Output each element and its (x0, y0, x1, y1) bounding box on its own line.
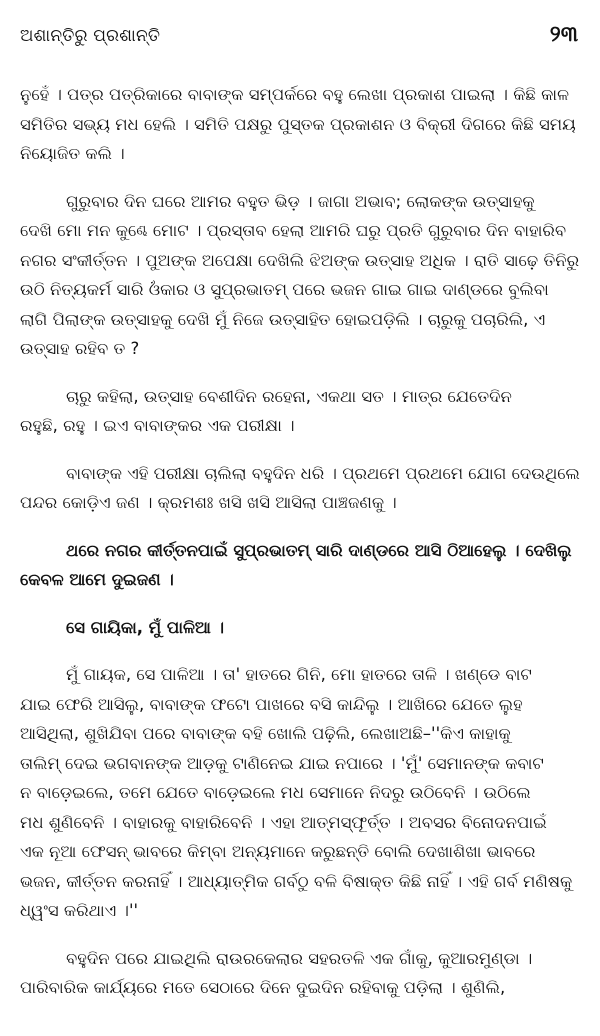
running-title: ଅଶାନ୍ତିରୁ ପ୍ରଶାନ୍ତି (20, 26, 161, 46)
text-line: ମୁଁ ଗାୟକ, ସେ ପାଳିଆ । ତା' ହାତରେ ଗିନି, ମୋ ହାତରେ ତାଳି । ଖଣ୍ଡେ ବାଟ (66, 665, 532, 684)
paragraph (20, 944, 580, 1003)
page-number: ୨୩ (549, 22, 578, 47)
text-line: ତାଲିମ୍ ଦେଇ ଭଗବାନଙ୍କ ଆଡ଼କୁ ଟାଣିନେଇ ଯାଇ ନପାରେ । 'ମୁଁ' ସେମାନଙ୍କ କବାଟ (20, 753, 544, 773)
text-line: ଉଠି ନିତ୍ୟକର୍ମ ସାରି ଓଁକାର ଓ ସୁପ୍ରଭାତମ୍ ପରେ ଭଜନ ଗାଇ ଗାଇ ଦାଣ୍ଡରେ ବୁଲିବା (20, 280, 549, 299)
paragraph (20, 660, 580, 926)
text-line: ଆସିଥିଲା, ଶୁଖିଯିବା ପରେ ବାବାଙ୍କ ବହି ଖୋଲି ପଢ଼ିଲି, ଲେଖାଅଛି–''କିଏ କାହାକୁ (20, 724, 511, 743)
text-line: ଥରେ ନଗର କୀର୍ତ୍ତନପାଇଁ ସୁପ୍ରଭାତମ୍ ସାରି ଦାଣ୍ଡରେ ଆସି ଠିଆହେଲୁ । ଦେଖିଲୁ (66, 540, 572, 560)
text-line: ନ ବାଡ଼େଇଲେ, ତମେ ଯେତେ ବାଡ଼େଇଲେ ମଧ ସେମାନେ ନିଦରୁ ଉଠିବେନି । ଉଠିଲେ (20, 783, 531, 802)
paragraph (20, 80, 580, 169)
text-line: ଯାଇ ଫେରି ଆସିଲୁ, ବାବାଙ୍କ ଫଟୋ ପାଖରେ ବସି କାନ୍ଦିଲୁ । ଆଖିରେ ଯେତେ ଲୁହ (20, 694, 523, 714)
paragraph (20, 187, 580, 364)
page-header (20, 0, 580, 47)
text-line: ପନ୍ଦର କୋଡ଼ିଏ ଜଣ । କ୍ରମଶଃ ଖସି ଖସି ଆସିଲା ପାଞ୍ଚଜଣକୁ । (20, 493, 397, 512)
text-line: ପାରିବାରିକ କାର୍ଯ୍ୟରେ ମତେ ସେଠାରେ ଦିନେ ଦୁଇଦିନ ରହିବାକୁ ପଡ଼ିଲା । ଶୁଣିଲି, (20, 978, 506, 997)
text-line: ନଗର ସଂକୀର୍ତ୍ତନ । ପୁଅଙ୍କ ଅପେକ୍ଷା ଦେଖିଲି ଝିଅଙ୍କ ଉତ୍ସାହ ଅଧିକ । ରାତି ସାଢ଼େ ତିନିରୁ (20, 250, 580, 270)
text-line: ଚାରୁ କହିଲା, ଉତ୍ସାହ ବେଶୀଦିନ ରହେନା, ଏକଥା ସତ । ମାତ୍ର ଯେତେଦିନ (66, 386, 512, 406)
text-line: ବହୁଦିନ ପରେ ଯାଇଥିଲି ରାଉରକେଲାର ସହରତଳି ଏକ ଗାଁକୁ, କୁଆରମୁଣ୍ଡା । (66, 948, 533, 968)
paragraph (20, 536, 580, 595)
text-line: କେବଳ ଆମେ ଦୁଇଜଣ । (20, 570, 174, 589)
text-line: ଲାଗି ପିଲାଙ୍କ ଉତ୍ସାହକୁ ଦେଖି ମୁଁ ନିଜେ ଉତ୍ସାହିତ ହୋଇପଡ଼ିଲି । ଚାରୁକୁ ପଚାରିଲି, ଏ (20, 309, 546, 329)
text-line: ସମିତିର ସଭ୍ୟ ମଧ ହେଲି । ସମିତି ପକ୍ଷରୁ ପୁସ୍ତକ ପ୍ରକାଶନ ଓ ବିକ୍ରୀ ଦିଗରେ କିଛି ସମୟ (20, 114, 576, 134)
paragraph (20, 382, 580, 441)
text-line: ଗୁରୁବାର ଦିନ ଘରେ ଆମର ବହୁତ ଭିଡ଼ । ଜାଗା ଅଭାବ; ଲୋକଙ୍କ ଉତ୍ସାହକୁ (66, 191, 535, 211)
paragraph (20, 459, 580, 518)
page-body (20, 80, 580, 1003)
text-line: ଏକ ନୂଆ ଫେସନ୍ ଭାବରେ କିମ୍ବା ଅନ୍ୟମାନେ କରୁଛନ୍ତି ବୋଲି ଦେଖାଶିଖା ଭାବରେ (20, 842, 536, 861)
text-line: ମଧ ଶୁଣିବେନି । ବାହାରକୁ ବାହାରିବେନି । ଏହା ଆତ୍ମସ୍ଫୂର୍ତ୍ତ । ଅବସର ବିନୋଦନପାଇଁ (20, 812, 547, 832)
text-line: ଦେଖି ମୋ ମନ କୁଣ୍ଢେ ମୋଟ । ପ୍ରସ୍ତାବ ହେଲା ଆମରି ଘରୁ ପ୍ରତି ଗୁରୁବାର ଦିନ ବାହାରିବ (20, 221, 567, 240)
text-line: ସେ ଗାୟିକା, ମୁଁ ପାଳିଆ । (66, 617, 225, 637)
paragraph (20, 613, 580, 643)
text-line: ଧ୍ୱଂସ କରିଥାଏ ।'' (20, 901, 139, 920)
text-line: ଉତ୍ସାହ ରହିବ ତ ? (20, 339, 140, 358)
text-line: ଭଜନ, କୀର୍ତ୍ତନ କରନାହିଁ । ଆଧ୍ୟାତ୍ମିକ ଗର୍ବଠୁ ବଳି ବିଷାକ୍ତ କିଛି ନାହିଁ । ଏହି ଗର୍ବ ମଣିଷକୁ (20, 871, 573, 891)
text-line: ନୁହେଁ । ପତ୍ର ପତ୍ରିକାରେ ବାବାଙ୍କ ସମ୍ପର୍କରେ ବହୁ ଲେଖା ପ୍ରକାଶ ପାଇଲା । କିଛି କାଳ (20, 85, 569, 104)
text-line: ନିୟୋଜିତ କଲି । (20, 144, 125, 163)
text-line: ରହୁଛି, ରହୁ । ଇଏ ବାବାଙ୍କର ଏକ ପରୀକ୍ଷା । (20, 416, 295, 435)
text-line: ବାବାଙ୍କ ଏହି ପରୀକ୍ଷା ଚାଲିଲା ବହୁଦିନ ଧରି । ପ୍ରଥମେ ପ୍ରଥମେ ଯୋଗ ଦେଉଥିଲେ (66, 463, 580, 483)
